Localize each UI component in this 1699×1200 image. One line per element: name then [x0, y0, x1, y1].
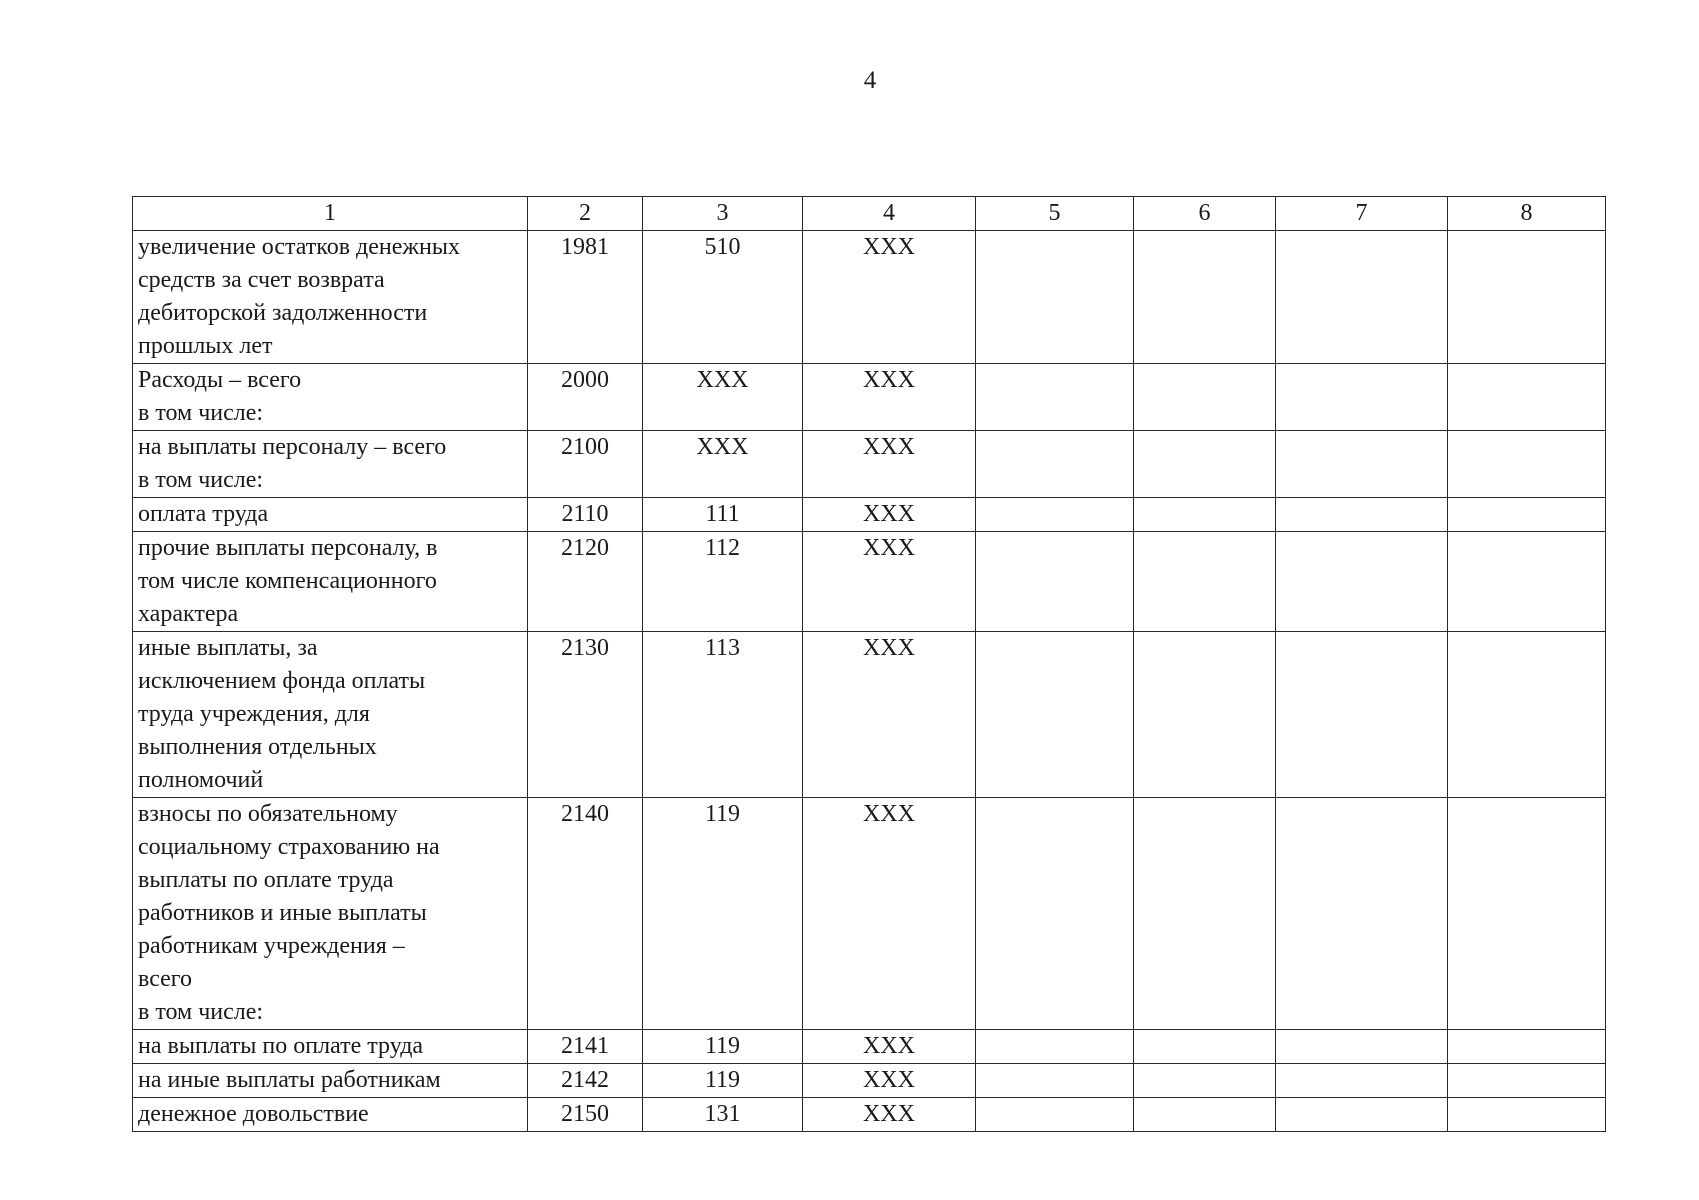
row-kbk-code: 119 [643, 798, 803, 1030]
empty-cell [1276, 231, 1448, 364]
empty-cell [1134, 231, 1276, 364]
row-kbk-code: XXX [643, 364, 803, 431]
empty-cell [976, 231, 1134, 364]
table-row [133, 1064, 1606, 1098]
row-description: денежное довольствие [133, 1098, 528, 1132]
empty-cell [1276, 632, 1448, 798]
row-kbk-code: 111 [643, 498, 803, 532]
empty-cell [1448, 364, 1606, 431]
empty-cell [976, 1064, 1134, 1098]
empty-cell [1276, 1030, 1448, 1064]
empty-cell [1448, 798, 1606, 1030]
page-number: 4 [863, 67, 877, 94]
empty-cell [976, 798, 1134, 1030]
table-row [133, 532, 1606, 632]
empty-cell [1134, 1098, 1276, 1132]
row-description: взносы по обязательному социальному страхованию на выплаты по оплате труда работников и иные выплаты работникам учреждения – всего в том числе: [133, 798, 528, 1030]
row-description: увеличение остатков денежных средств за счет возврата дебиторской задолженности прошлых лет [133, 231, 528, 364]
table-row [133, 498, 1606, 532]
table-row [133, 632, 1606, 798]
row-line-code: 2110 [528, 498, 643, 532]
row-line-code: 1981 [528, 231, 643, 364]
row-line-code: 2141 [528, 1030, 643, 1064]
empty-cell [976, 632, 1134, 798]
column-header-1: 1 [133, 197, 528, 231]
row-col4: XXX [803, 364, 976, 431]
column-header-5: 5 [976, 197, 1134, 231]
empty-cell [1448, 1098, 1606, 1132]
row-line-code: 2140 [528, 798, 643, 1030]
empty-cell [1448, 1064, 1606, 1098]
row-col4: XXX [803, 1098, 976, 1132]
row-description: на выплаты по оплате труда [133, 1030, 528, 1064]
row-kbk-code: 119 [643, 1030, 803, 1064]
row-line-code: 2142 [528, 1064, 643, 1098]
row-col4: XXX [803, 498, 976, 532]
column-header-4: 4 [803, 197, 976, 231]
empty-cell [1276, 798, 1448, 1030]
empty-cell [1134, 532, 1276, 632]
table-row [133, 1030, 1606, 1064]
row-description: на выплаты персоналу – всего в том числе: [133, 431, 528, 498]
empty-cell [1134, 1064, 1276, 1098]
empty-cell [1134, 798, 1276, 1030]
column-header-6: 6 [1134, 197, 1276, 231]
empty-cell [1276, 431, 1448, 498]
row-kbk-code: 131 [643, 1098, 803, 1132]
column-header-2: 2 [528, 197, 643, 231]
row-col4: XXX [803, 532, 976, 632]
empty-cell [976, 1030, 1134, 1064]
row-line-code: 2100 [528, 431, 643, 498]
row-col4: XXX [803, 798, 976, 1030]
row-description: оплата труда [133, 498, 528, 532]
empty-cell [1276, 1064, 1448, 1098]
row-line-code: 2120 [528, 532, 643, 632]
empty-cell [1448, 431, 1606, 498]
empty-cell [1448, 498, 1606, 532]
empty-cell [976, 532, 1134, 632]
empty-cell [976, 498, 1134, 532]
row-line-code: 2130 [528, 632, 643, 798]
column-header-3: 3 [643, 197, 803, 231]
financial-table [132, 196, 1606, 1132]
table-row [133, 1098, 1606, 1132]
empty-cell [1448, 632, 1606, 798]
empty-cell [1276, 364, 1448, 431]
row-description: на иные выплаты работникам [133, 1064, 528, 1098]
row-kbk-code: 119 [643, 1064, 803, 1098]
column-header-7: 7 [1276, 197, 1448, 231]
empty-cell [1134, 431, 1276, 498]
empty-cell [976, 431, 1134, 498]
table-row [133, 364, 1606, 431]
column-number-row [133, 197, 1606, 231]
table-row [133, 431, 1606, 498]
empty-cell [1134, 364, 1276, 431]
empty-cell [1276, 1098, 1448, 1132]
column-header-8: 8 [1448, 197, 1606, 231]
empty-cell [1276, 532, 1448, 632]
row-col4: XXX [803, 1030, 976, 1064]
row-line-code: 2000 [528, 364, 643, 431]
row-kbk-code: XXX [643, 431, 803, 498]
empty-cell [1448, 1030, 1606, 1064]
row-kbk-code: 510 [643, 231, 803, 364]
empty-cell [1134, 1030, 1276, 1064]
row-description: иные выплаты, за исключением фонда оплаты труда учреждения, для выполнения отдельных полномочий [133, 632, 528, 798]
table-row [133, 231, 1606, 364]
row-col4: XXX [803, 1064, 976, 1098]
row-description: Расходы – всего в том числе: [133, 364, 528, 431]
row-kbk-code: 112 [643, 532, 803, 632]
table-row [133, 798, 1606, 1030]
empty-cell [1448, 231, 1606, 364]
empty-cell [1276, 498, 1448, 532]
empty-cell [976, 1098, 1134, 1132]
row-col4: XXX [803, 632, 976, 798]
empty-cell [1134, 632, 1276, 798]
empty-cell [976, 364, 1134, 431]
row-col4: XXX [803, 431, 976, 498]
empty-cell [1448, 532, 1606, 632]
row-description: прочие выплаты персоналу, в том числе компенсационного характера [133, 532, 528, 632]
empty-cell [1134, 498, 1276, 532]
row-kbk-code: 113 [643, 632, 803, 798]
row-col4: XXX [803, 231, 976, 364]
row-line-code: 2150 [528, 1098, 643, 1132]
